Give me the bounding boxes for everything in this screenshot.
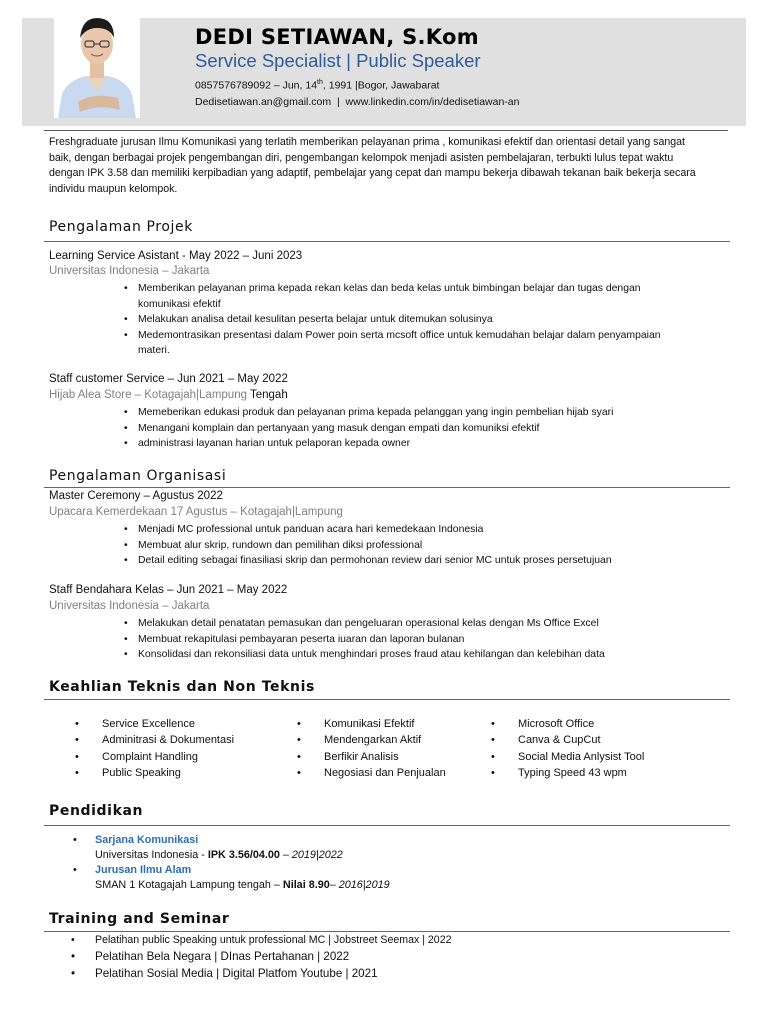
education-years: 2019|2022 xyxy=(291,849,343,861)
contact-line-1 xyxy=(195,79,439,92)
list-item: • Service Excellence xyxy=(75,716,234,732)
list-item: • Berfikir Analisis xyxy=(297,749,446,765)
section-heading-skills: Keahlian Teknis dan Non Teknis xyxy=(49,679,315,695)
education-detail xyxy=(73,848,693,863)
candidate-title: Service Specialist | Public Speaker xyxy=(195,50,481,71)
top-divider xyxy=(44,130,728,131)
list-item: • Detail editing sebagai finasiliasi skrip dan permohonan review dari senior MC untuk proses persetujuan xyxy=(124,553,684,569)
list-item: • Typing Speed 43 wpm xyxy=(491,765,644,781)
profile-summary: Freshgraduate jurusan Ilmu Komunikasi yang terlatih memberikan pelayanan prima , komunikasi efektif dan orientasi detail yang sangat baik, dengan berbagai projek pengembangan diri, pengembangan kelompok menjadi asisten pembelajaran, terbukti lulus tepat waktu dengan IPK 3.58 dan memiliki kerpibadian yang adaptif, pembelajar yang cepat dan mampu bekerja dibawah tekanan baik bekerja secara individu maupun kelompok. xyxy=(49,136,696,195)
section-heading-projects: Pengalaman Projek xyxy=(49,219,193,235)
project-role: Learning Service Asistant - May 2022 – Juni 2023 xyxy=(49,250,303,262)
section-divider xyxy=(44,699,730,700)
list-item: • Complaint Handling xyxy=(75,749,234,765)
project-role: Staff customer Service – Jun 2021 – May 2022 xyxy=(49,373,288,385)
list-item: • Pelatihan public Speaking untuk professional MC | Jobstreet Seemax | 2022 xyxy=(71,933,451,948)
dob-suffix: , 1991 |Bogor, Jawabarat xyxy=(322,79,440,92)
list-item: • Social Media Anlysist Tool xyxy=(491,749,644,765)
dob-prefix: – Jun, 14 xyxy=(270,79,318,92)
education-score: Nilai 8.90 xyxy=(282,879,330,891)
skills-column-3 xyxy=(491,716,644,781)
section-divider xyxy=(44,241,730,242)
organization-role: Staff Bendahara Kelas – Jun 2021 – May 2022 xyxy=(49,584,288,596)
list-item: • Canva & CupCut xyxy=(491,732,644,748)
list-item: • administrasi layanan harian untuk pelaporan kepada owner xyxy=(124,436,684,452)
list-item: • Pelatihan Bela Negara | DInas Pertahanan | 2022 xyxy=(71,948,451,965)
list-item: • Mendengarkan Aktif xyxy=(297,732,446,748)
project-org xyxy=(49,389,288,401)
contact-separator: | xyxy=(331,96,346,108)
list-item: • Membuat alur skrip, rundown dan pemilihan diksi professional xyxy=(124,538,684,554)
project-org-tail: Tengah xyxy=(249,389,288,401)
section-divider xyxy=(44,931,730,932)
section-heading-organization: Pengalaman Organisasi xyxy=(49,468,227,484)
contact-line-2 xyxy=(195,96,519,108)
organization-role: Master Ceremony – Agustus 2022 xyxy=(49,490,223,502)
dob-sup: th xyxy=(317,79,323,86)
skills-grid xyxy=(0,716,768,786)
organization-org-name: Upacara Kemerdekaan 17 Agustus – Kotagajah|Lampung xyxy=(49,506,343,518)
list-item: • Negosiasi dan Penjualan xyxy=(297,765,446,781)
section-heading-education: Pendidikan xyxy=(49,803,144,819)
organization-bullets xyxy=(124,616,684,663)
list-item: • Public Speaking xyxy=(75,765,234,781)
education-detail xyxy=(73,878,693,893)
training-list xyxy=(71,933,451,982)
list-item: • Memeberikan edukasi produk dan pelayanan prima kepada pelanggan yang ingin pembelian hijab syari xyxy=(124,405,684,421)
organization-org xyxy=(49,600,209,612)
list-item: • Menangani komplain dan pertanyaan yang masuk dengan empati dan komuniksi efektif xyxy=(124,421,684,437)
list-item: • Adminitrasi & Dokumentasi xyxy=(75,732,234,748)
skills-column-2 xyxy=(297,716,446,781)
list-item: • Melakukan analisa detail kesulitan peserta belajar untuk ditemukan solusinya xyxy=(124,312,684,328)
list-item: • Medemontrasikan presentasi dalam Power poin serta mcsoft office untuk kemudahan belajar dalam penyampaian materi. xyxy=(124,328,684,359)
profile-photo xyxy=(54,6,140,118)
phone-number: 0857576789092 xyxy=(195,79,271,92)
list-item: • Microsoft Office xyxy=(491,716,644,732)
education-dash: – xyxy=(279,849,292,861)
list-item: • Memberikan pelayanan prima kepada rekan kelas dan beda kelas untuk bimbingan belajar dan tugas dengan komunikasi efektif xyxy=(124,281,684,312)
list-item: • Komunikasi Efektif xyxy=(297,716,446,732)
project-bullets xyxy=(124,281,684,359)
linkedin-link[interactable]: www.linkedin.com/in/dedisetiawan-an xyxy=(345,96,520,108)
candidate-name: DEDI SETIAWAN, S.Kom xyxy=(195,25,479,49)
list-item: • Pelatihan Sosial Media | Digital Platfom Youtube | 2021 xyxy=(71,965,451,982)
organization-org-name: Universitas Indonesia – Jakarta xyxy=(49,600,210,612)
education-degree: • Jurusan Ilmu Alam xyxy=(73,863,693,878)
project-bullets xyxy=(124,405,684,452)
education-list xyxy=(73,833,693,893)
skills-column-1 xyxy=(75,716,234,781)
project-org xyxy=(49,265,209,277)
list-item: • Melakukan detail penatatan pemasukan dan pengeluaran operasional kelas dengan Ms Office Excel xyxy=(124,616,684,632)
organization-bullets xyxy=(124,522,684,569)
section-heading-training: Training and Seminar xyxy=(49,911,230,927)
section-divider xyxy=(44,487,730,488)
section-divider xyxy=(44,825,730,826)
education-score: IPK 3.56/04.00 xyxy=(207,849,280,861)
list-item: • Membuat rekapitulasi pembayaran peserta iuaran dan laporan bulanan xyxy=(124,632,684,648)
list-item: • Konsolidasi dan rekonsiliasi data untuk menghindari proses fraud atau kehilangan dan kelebihan data xyxy=(124,647,684,663)
education-dash: – xyxy=(329,879,339,891)
project-org-name: Universitas Indonesia – Jakarta xyxy=(49,265,210,277)
education-school: SMAN 1 Kotagajah Lampung tengah – xyxy=(95,879,283,891)
email-address[interactable]: Dedisetiawan.an@gmail.com xyxy=(195,96,332,108)
education-degree: • Sarjana Komunikasi xyxy=(73,833,693,848)
project-org-name: Hijab Alea Store – Kotagajah|Lampung xyxy=(49,389,250,401)
organization-org xyxy=(49,506,343,518)
education-school: Universitas Indonesia - xyxy=(95,849,208,861)
education-years: 2016|2019 xyxy=(338,879,390,891)
list-item: • Menjadi MC professional untuk panduan acara hari kemedekaan Indonesia xyxy=(124,522,684,538)
